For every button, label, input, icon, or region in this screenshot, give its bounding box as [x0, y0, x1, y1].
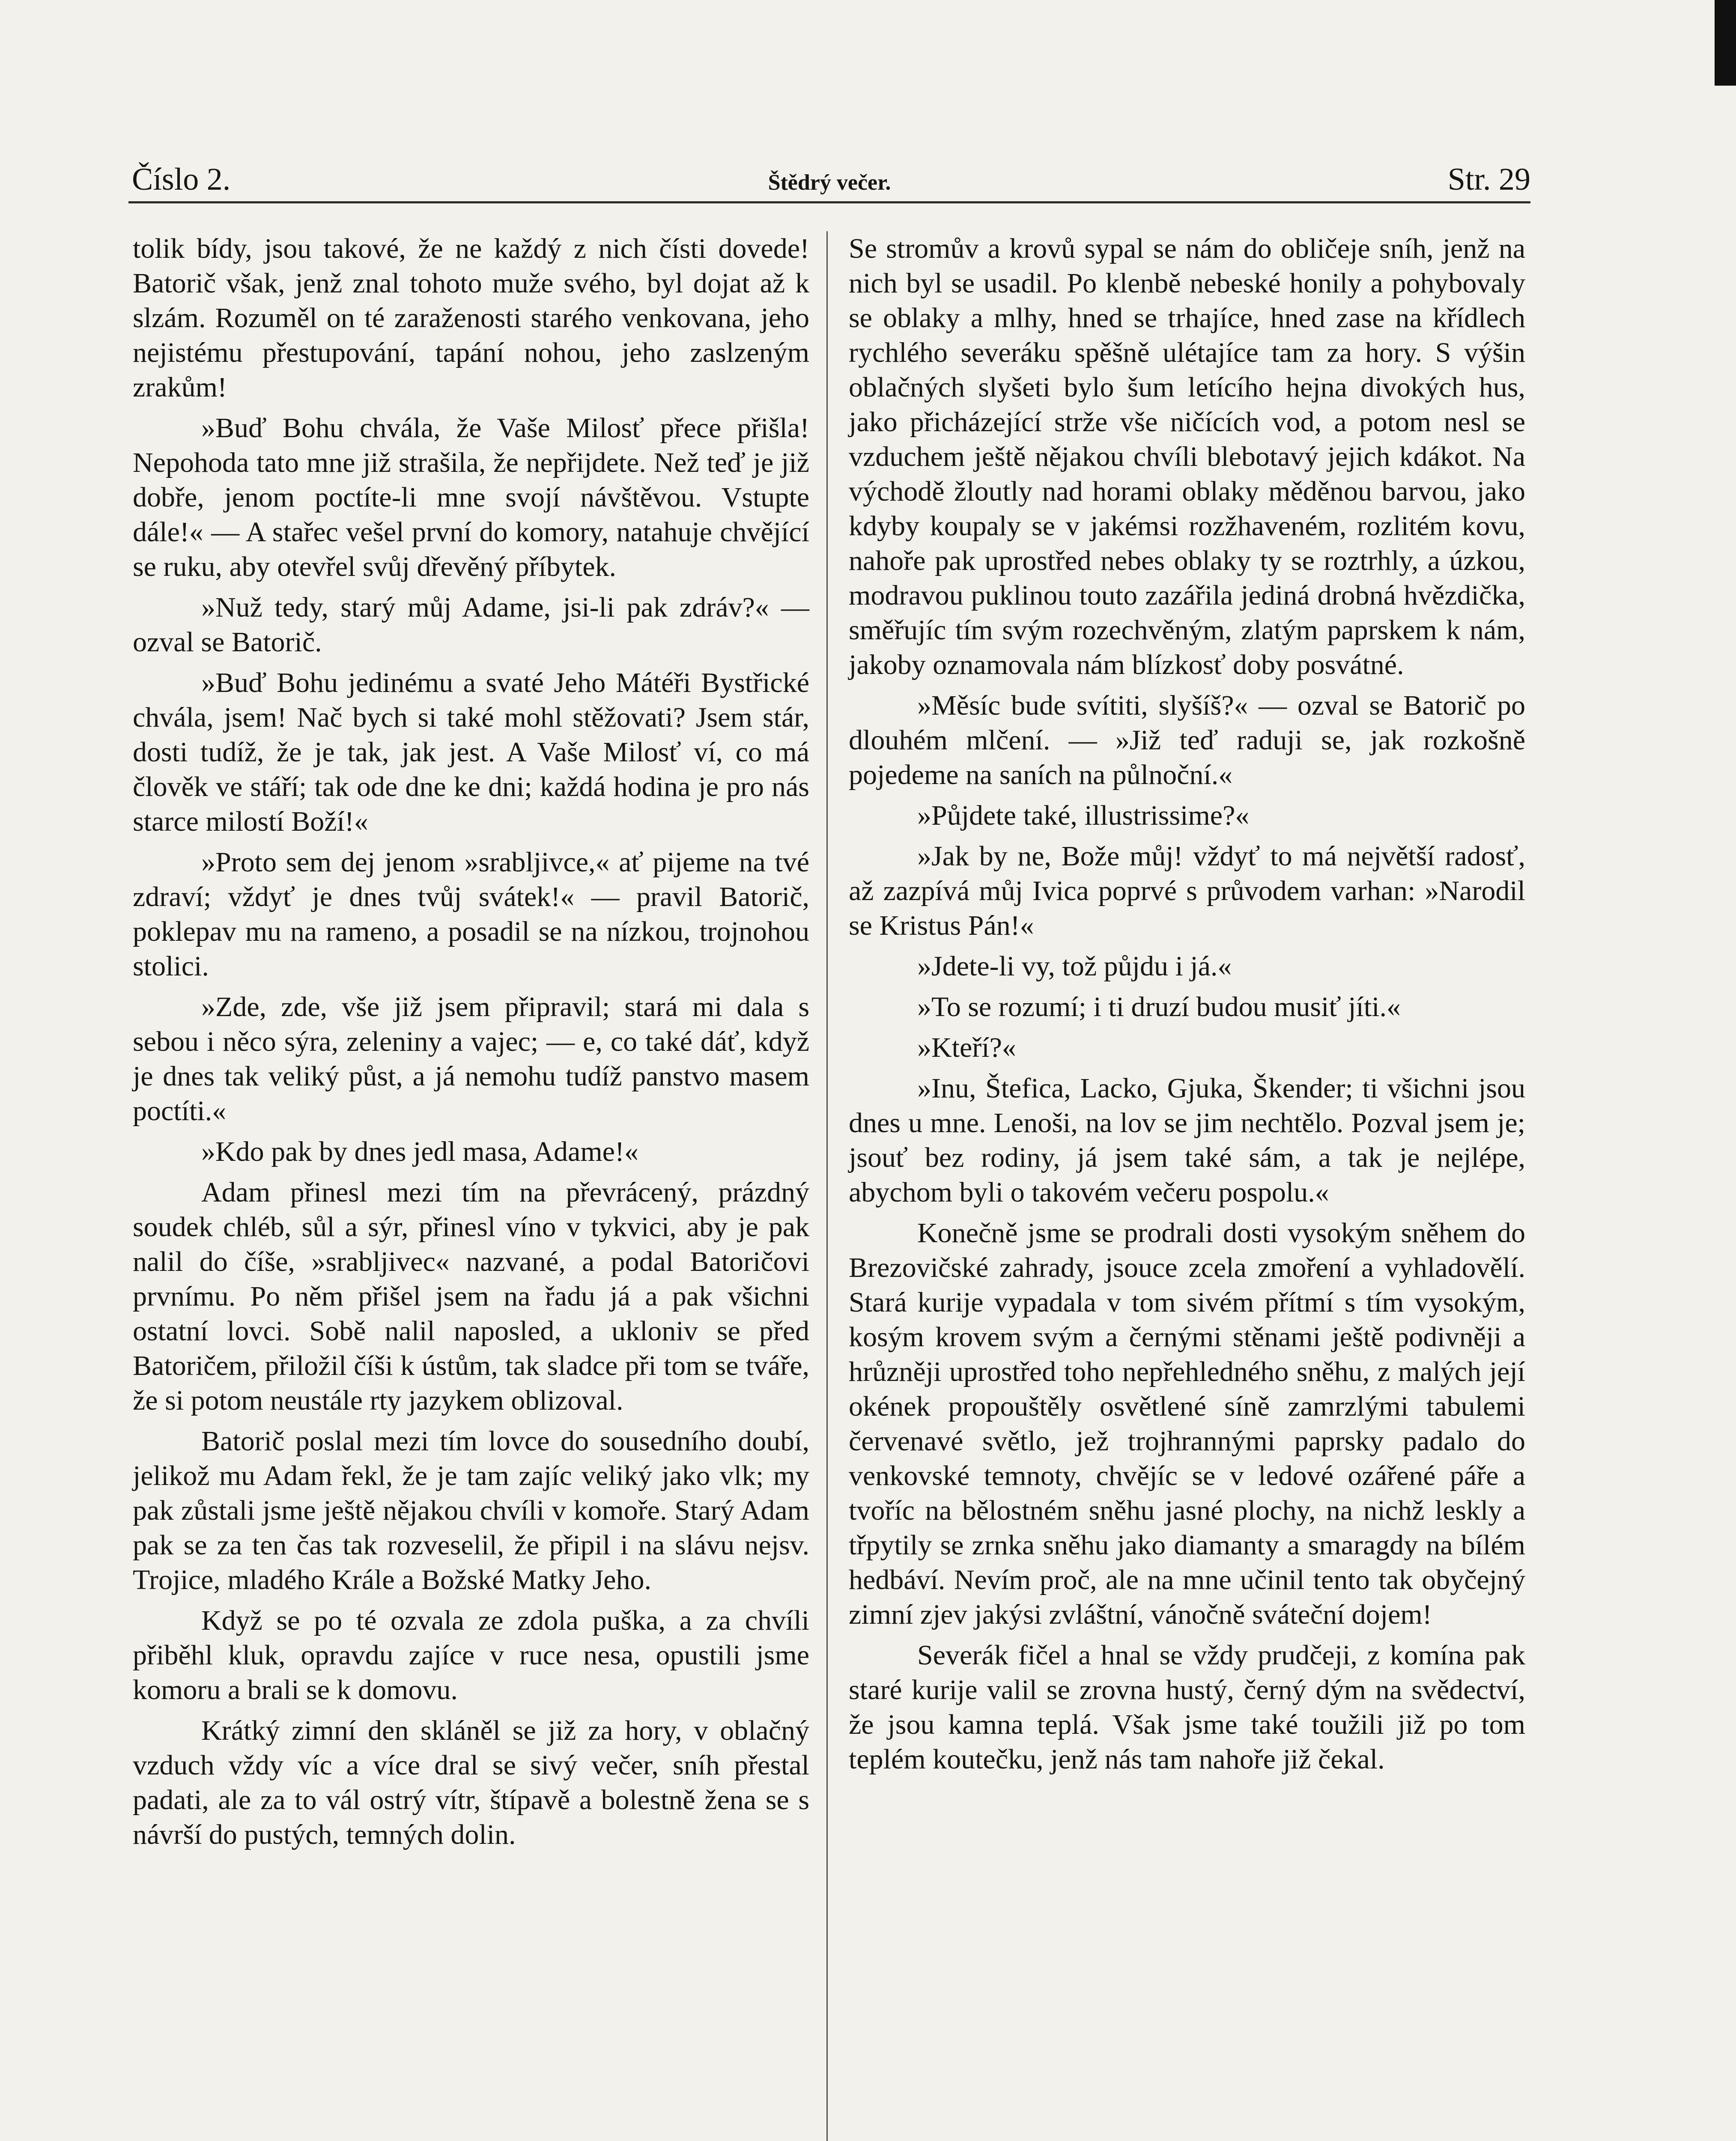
paragraph: »Proto sem dej jenom »srabljivce,« ať pijeme na tvé zdraví; vždyť je dnes tvůj svátek!« — pravil Batorič, poklepav mu na rameno, a posadil se na nízkou, trojnohou stolici.	[133, 847, 809, 982]
paragraph: »Kdo pak by dnes jedl masa, Adame!«	[201, 1136, 638, 1167]
paragraph: Konečně jsme se prodrali dosti vysokým sněhem do Brezovičské zahrady, jsouce zcela zmoření a vyhladovělí. Stará kurije vypadala v tom sivém přítmí s tím vysokým, kosým krovem svým a černými stěnami ještě podivněji a hrůzněji uprostřed toho nepřehledného sněhu, z malých její okének propouštěly osvětlené síně zamrzlými tabulemi červenavé světlo, jež trojhrannými paprsky padalo do venkovské temnoty, chvějíc se v ledové ozářené páře a tvoříc na bělostném sněhu jasné plochy, na nichž leskly a třpytily se zrnka sněhu jako diamanty a smaragdy na bílém hedbáví. Nevím proč, ale na mne učinil tento tak obyčejný zimní zjev jakýsi zvláštní, vánočně sváteční dojem!	[849, 1217, 1525, 1630]
paragraph: »Jdete-li vy, tož půjdu i já.«	[917, 951, 1232, 982]
right-column	[849, 231, 1525, 1777]
paragraph: »Buď Bohu jedinému a svaté Jeho Mátéři Bystřické chvála, jsem! Nač bych si také mohl stěžovati? Jsem stár, dosti tudíž, že je tak, jak jest. A Vaše Milosť ví, co má člověk ve stáří; tak ode dne ke dni; každá hodina je pro nás starce milostí Boží!«	[133, 667, 809, 837]
paragraph: tolik bídy, jsou takové, že ne každý z nich čísti dovede! Batorič však, jenž znal tohoto muže svého, byl dojat až k slzám. Rozuměl on té zaraženosti starého venkovana, jeho nejistému přestupování, tapání nohou, jeho zaslzeným zrakům!	[133, 233, 809, 403]
paragraph: Když se po té ozvala ze zdola puška, a za chvíli přiběhl kluk, opravdu zajíce v ruce nesa, opustili jsme komoru a brali se k domovu.	[133, 1605, 809, 1706]
paragraph: »Zde, zde, vše již jsem připravil; stará mi dala s sebou i něco sýra, zeleniny a vajec; — e, co také dáť, když je dnes tak veliký půst, a já nemohu tudíž panstvo masem poctíti.«	[133, 991, 809, 1127]
paragraph: Krátký zimní den skláněl se již za hory, v oblačný vzduch vždy víc a více dral se sivý večer, sníh přestal padati, ale za to vál ostrý vítr, štípavě a bolestně žena se s návrší do pustých, temných dolin.	[133, 1715, 809, 1850]
issue-number: Číslo 2.	[132, 162, 231, 197]
paragraph: »To se rozumí; i ti druzí budou musiť jíti.«	[917, 991, 1401, 1023]
paragraph: »Půjdete také, illustrissime?«	[917, 800, 1250, 831]
paragraph: »Inu, Štefica, Lacko, Gjuka, Škender; ti všichni jsou dnes u mne. Lenoši, na lov se jim nechtělo. Pozval jsem je; jsouť bez rodiny, já jsem také sám, a tak je nejlépe, abychom byli o takovém večeru pospolu.«	[849, 1073, 1525, 1208]
page-number: Str. 29	[1447, 162, 1530, 197]
paragraph: Severák fičel a hnal se vždy prudčeji, z komína pak staré kurije valil se zrovna hustý, černý dým na svědectví, že jsou kamna teplá. Však jsme také toužili již po tom teplém koutečku, jenž nás tam nahoře již čekal.	[849, 1640, 1525, 1775]
paragraph: »Nuž tedy, starý můj Adame, jsi-li pak zdráv?« — ozval se Batorič.	[133, 592, 809, 658]
corner-mark	[1715, 0, 1736, 86]
paragraph: »Měsíc bude svítiti, slyšíš?« — ozval se Batorič po dlouhém mlčení. — »Již teď raduji se, jak rozkošně pojedeme na saních na půlnoční.«	[849, 690, 1525, 790]
paragraph: Batorič poslal mezi tím lovce do sousedního doubí, jelikož mu Adam řekl, že je tam zajíc veliký jako vlk; my pak zůstali jsme ještě nějakou chvíli v komoře. Starý Adam pak se za ten čas tak rozveselil, že připil i na slávu nejsv. Trojice, mladého Krále a Božské Matky Jeho.	[133, 1425, 809, 1595]
running-header	[128, 159, 1530, 198]
paragraph: Se stromův a krovů sypal se nám do obličeje sníh, jenž na nich byl se usadil. Po klenbě nebeské honily a pohybovaly se oblaky a mlhy, hned se trhajíce, hned zase na křídlech rychlého severáku spěšně ulétajíce tam za hory. S výšin oblačných slyšeti bylo šum letícího hejna divokých hus, jako přicházející strže vše ničících vod, a potom nesl se vzduchem ještě nějakou chvíli blebotavý jejich kdákot. Na východě žloutly nad horami oblaky měděnou barvou, jako kdyby koupaly se v jakémsi rozžhaveném, rozlitém kovu, nahoře pak uprostřed nebes oblaky ty se roztrhly, a úzkou, modravou puklinou touto zazářila jediná drobná hvězdička, směřujíc tím svým rozechvěným, zlatým paprskem k nám, jakoby oznamovala nám blízkosť doby posvátné.	[849, 233, 1525, 680]
paragraph: »Jak by ne, Bože můj! vždyť to má největší radosť, až zazpívá můj Ivica poprvé s průvodem varhan: »Narodil se Kristus Pán!«	[849, 841, 1525, 941]
paragraph: »Buď Bohu chvála, že Vaše Milosť přece přišla! Nepohoda tato mne již strašila, že nepřijdete. Než teď je již dobře, jenom poctíte-li mne svojí návštěvou. Vstupte dále!« — A stařec vešel první do komory, natahuje chvějící se ruku, aby otevřel svůj dřevěný příbytek.	[133, 412, 809, 582]
column-divider	[826, 231, 828, 2141]
journal-title: Štědrý večer.	[768, 170, 891, 195]
left-column	[133, 231, 809, 1852]
header-rule	[128, 201, 1530, 203]
paragraph: Adam přinesl mezi tím na převrácený, prázdný soudek chléb, sůl a sýr, přinesl víno v tykvici, aby je pak nalil do číše, »srabljivec« nazvané, a podal Batoričovi prvnímu. Po něm přišel jsem na řadu já a pak všichni ostatní lovci. Sobě nalil naposled, a ukloniv se před Batoričem, přiložil číši k ústům, tak sladce při tom se tváře, že si potom neustále rty jazykem oblizoval.	[133, 1177, 809, 1416]
paragraph: »Kteří?«	[917, 1032, 1016, 1063]
